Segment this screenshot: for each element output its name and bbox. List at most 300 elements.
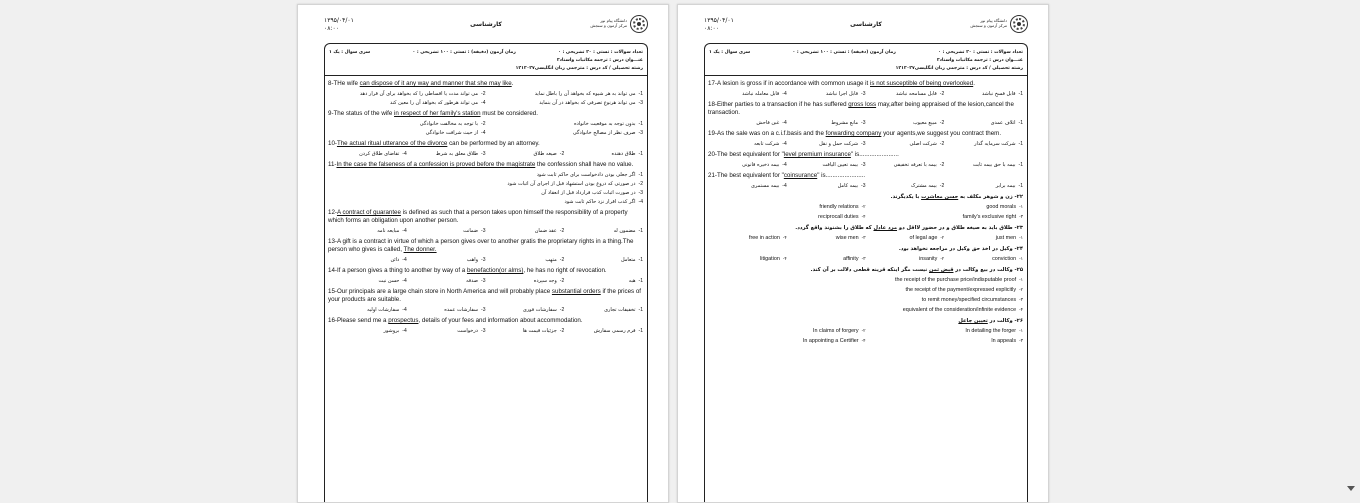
option-text: غبن فاحش [756, 120, 780, 126]
persian-question-item [708, 193, 1023, 222]
option-text: the receipt of the payment/expressed explicitly [905, 287, 1017, 293]
option-text: مانع مشروط [831, 120, 859, 126]
answer-option[interactable] [407, 150, 486, 159]
option-text: شرکت سرمایه گذار [974, 141, 1016, 147]
underlined-term: benefaction(or alms) [466, 267, 524, 274]
question-text: A lesion is gross if in accordance with common usage it [716, 80, 870, 87]
answer-option[interactable] [787, 140, 866, 149]
underlined-term: The donner. [403, 246, 437, 253]
answer-option[interactable] [328, 327, 407, 336]
question-text: The best equivalent for " [716, 151, 784, 158]
option-text: بروشور [383, 328, 400, 334]
option-text: good morals [986, 204, 1017, 210]
option-text: صدقه [466, 278, 479, 284]
option-number: ۱- [1019, 235, 1023, 240]
option-number: 4- [638, 199, 643, 205]
question-number: 10- [328, 140, 337, 147]
option-number: 2- [559, 257, 565, 263]
option-number: 3- [638, 130, 643, 136]
option-number: 3- [861, 162, 866, 168]
answer-option[interactable] [866, 202, 1024, 212]
option-text: با توجه به مخالفت خانوادگی [419, 121, 479, 127]
option-number: ۳- [1019, 338, 1023, 343]
answer-option[interactable] [328, 129, 486, 138]
option-text: در صورت اثبات کذب قرارداد قبل از انعقاد آن [541, 190, 636, 196]
option-number: ۳- [861, 256, 866, 261]
option-text: In appointing a Certifier [802, 338, 859, 344]
option-number: 3- [481, 328, 486, 334]
option-text: می تواند هرطور که بخواهد آن را معین کند [390, 100, 479, 106]
question-item [328, 238, 643, 265]
question-item [708, 151, 1023, 170]
persian-question-item [708, 224, 1023, 243]
question-text-end: your agents,we suggest you contract them. [881, 130, 1002, 137]
question-stem [708, 193, 1023, 202]
answer-options [328, 256, 643, 265]
answer-option[interactable] [564, 256, 643, 265]
option-text: قابل معامله نباشد [742, 91, 780, 97]
question-text: The status of the wife [333, 110, 395, 117]
answer-option[interactable] [486, 150, 565, 159]
option-number: 3- [481, 151, 486, 157]
answer-option[interactable] [486, 327, 565, 336]
question-stem [328, 209, 643, 225]
answer-option[interactable] [944, 161, 1023, 170]
option-number: 4- [402, 307, 407, 313]
option-text: بیمه برابر [995, 183, 1016, 189]
underlined-term: In the case the falseness of a confession is proved before the magistrate [336, 161, 536, 168]
question-text: The best equivalent for " [716, 172, 784, 179]
option-number: 4- [782, 162, 787, 168]
answer-option[interactable] [787, 254, 866, 264]
answer-option[interactable] [328, 227, 407, 236]
exam-info-box [325, 44, 647, 76]
option-number: 2- [559, 228, 565, 234]
option-text: مبایعه نامه [377, 228, 400, 234]
option-text: سفارشات اولیه [367, 307, 400, 313]
question-text: Our principals are a large chain store in North America and will probably place [336, 288, 552, 295]
answer-option[interactable] [787, 233, 866, 243]
option-number: 3- [638, 100, 643, 106]
option-number: 1- [638, 257, 643, 263]
answer-options [328, 327, 643, 336]
answer-option[interactable] [866, 90, 945, 99]
question-item [708, 101, 1023, 128]
answer-option[interactable] [944, 119, 1023, 128]
university-seal-icon [630, 15, 648, 33]
option-number: 2- [939, 91, 945, 97]
exam-body [325, 76, 647, 336]
answer-option[interactable] [564, 306, 643, 315]
answer-option[interactable] [944, 233, 1023, 243]
question-stem [708, 266, 1023, 275]
option-number: 2- [481, 121, 486, 127]
option-number: 2- [559, 307, 565, 313]
answer-option[interactable] [407, 256, 486, 265]
option-text: هبه [628, 278, 636, 284]
exam-time-code: ۰۸:۰۰ [704, 25, 719, 32]
answer-options [708, 275, 1023, 315]
question-stem [708, 101, 1023, 117]
answer-option[interactable] [708, 326, 866, 336]
answer-option[interactable] [944, 140, 1023, 149]
question-number: 17- [708, 80, 717, 87]
answer-option[interactable] [407, 306, 486, 315]
answer-option[interactable] [328, 171, 643, 180]
answer-option[interactable] [328, 150, 407, 159]
info-row [329, 49, 643, 57]
underlined-term: can dispose of it any way and manner that she may like [359, 80, 512, 87]
option-text: قابل مسامحه نباشد [896, 91, 937, 97]
option-number: 4- [481, 100, 486, 106]
option-text: اتلاف عمدی [990, 120, 1016, 126]
answer-options [708, 140, 1023, 149]
option-number: 2- [638, 181, 643, 187]
answer-options [708, 119, 1023, 128]
answer-option[interactable] [407, 277, 486, 286]
underlined-term: substantial orders [551, 288, 601, 295]
option-text: حسن نیت [378, 278, 400, 284]
question-number: 20- [708, 151, 717, 158]
answer-option[interactable] [866, 140, 945, 149]
exam-level-title: کارشناسی [470, 21, 502, 28]
option-text: در صورتی که دروغ بودن استشهاد قبل از اجرای آن اثبات شود [507, 181, 636, 187]
option-text: wise men [835, 235, 859, 241]
option-text: just men [995, 235, 1017, 241]
answer-option[interactable] [708, 285, 1023, 295]
document-page-1 [297, 4, 669, 503]
option-text: بیمه با حق بیمه ثابت [972, 162, 1016, 168]
answer-options [328, 171, 643, 207]
question-stem [328, 80, 643, 88]
option-number: 3- [861, 120, 866, 126]
option-text: equivalent of the consideration/infinite evidence [902, 307, 1017, 313]
page-header [324, 15, 648, 41]
underlined-term: in respect of her family's station [394, 110, 481, 117]
option-number: ۱- [1019, 256, 1023, 261]
question-stem [708, 80, 1023, 88]
answer-option[interactable] [866, 161, 945, 170]
option-number: 1- [1018, 162, 1023, 168]
answer-options [708, 202, 1023, 222]
question-number: 18- [708, 101, 717, 108]
question-text-end: must be considered. [480, 110, 538, 117]
exam-duration: زمان آزمون (دقیقه) : تستی : ۱۰۰ تشریحی : ۰ [792, 50, 896, 55]
university-logo [590, 15, 648, 33]
question-item [328, 140, 643, 159]
option-text: In appeals [991, 338, 1017, 344]
option-number: 4- [402, 151, 407, 157]
option-number: 3- [481, 257, 486, 263]
question-text: A gift is a contract in virtue of which a person gives over to another gratis the proprietary rights in a thing.The person who gives is called, [328, 238, 634, 253]
question-stem [708, 151, 1023, 159]
option-text: واهب [466, 257, 479, 263]
option-text: متعامل [620, 257, 636, 263]
question-text-end: . [511, 80, 514, 87]
answer-option[interactable] [407, 227, 486, 236]
underlined-term: قبض ثمن [929, 267, 954, 273]
answer-option[interactable] [564, 327, 643, 336]
answer-option[interactable] [866, 336, 1024, 346]
option-number: ۳- [1019, 297, 1023, 302]
option-number: 2- [559, 151, 565, 157]
option-text: می تواند مدت یا اقساطی را که بخواهد برای آن قرار دهد [359, 91, 479, 97]
option-number: ۲- [861, 204, 866, 209]
option-number: 1- [1018, 120, 1023, 126]
persian-question-item [708, 245, 1023, 264]
option-number: ۲- [940, 235, 945, 240]
answer-option[interactable] [708, 202, 866, 212]
question-text: Either parties to a transaction if he has suffered [716, 101, 849, 108]
answer-option[interactable] [944, 182, 1023, 191]
option-text: سفارشات فوری [522, 307, 557, 313]
question-item [328, 80, 643, 108]
answer-option[interactable] [328, 277, 407, 286]
answer-option[interactable] [787, 161, 866, 170]
persian-question-item [708, 266, 1023, 315]
question-stem [708, 130, 1023, 138]
answer-option[interactable] [866, 254, 945, 264]
option-text: litigation [760, 256, 780, 262]
exam-frame [704, 43, 1028, 503]
question-item [328, 209, 643, 236]
answer-option[interactable] [708, 212, 866, 222]
answer-option[interactable] [328, 120, 486, 129]
vertical-scrollbar[interactable] [1343, 0, 1360, 503]
option-number: 2- [481, 91, 486, 97]
question-number: 16- [328, 317, 337, 324]
question-text: ۲۳- طلاق باید به صیغه طلاق و در حضور لااقل دو [897, 225, 1023, 231]
option-text: صیغه طلاق [533, 151, 557, 157]
option-text: عقد ضمان [534, 228, 557, 234]
question-text-end: can be performed by an attorney. [447, 140, 540, 147]
answer-option[interactable] [328, 99, 486, 108]
option-text: شرکت حمل و نقل [819, 141, 859, 147]
option-text: صرف نظر از مصالح خانوادگی [572, 130, 636, 136]
answer-option[interactable] [328, 306, 407, 315]
option-text: دائن [390, 257, 400, 263]
answer-option[interactable] [866, 119, 945, 128]
question-number: 9- [328, 110, 334, 117]
question-series: سری سوال : یک ۱ [329, 50, 371, 55]
answer-option[interactable] [486, 256, 565, 265]
option-number: 2- [559, 328, 565, 334]
answer-option[interactable] [708, 90, 787, 99]
university-logo [970, 15, 1028, 33]
question-number: 19- [708, 130, 717, 137]
option-text: از حیث شرافت خانوادگی [425, 130, 479, 136]
answer-option[interactable] [787, 119, 866, 128]
exam-date: ۱۳۹۵/۰۴/۰۱ [704, 17, 734, 24]
answer-options [328, 150, 643, 159]
answer-option[interactable] [328, 90, 486, 99]
answer-options [708, 326, 1023, 346]
answer-option[interactable] [564, 227, 643, 236]
question-text-end: is defined as such that a person takes upon himself the responsibility of a property which forms an obligation upon another person. [328, 209, 628, 224]
answer-option[interactable] [486, 90, 644, 99]
answer-option[interactable] [486, 227, 565, 236]
option-number: 1- [638, 151, 643, 157]
answer-option[interactable] [866, 212, 1024, 222]
question-item [328, 161, 643, 207]
option-number: 4- [782, 141, 787, 147]
answer-option[interactable] [708, 295, 1023, 305]
answer-option[interactable] [564, 277, 643, 286]
answer-option[interactable] [787, 182, 866, 191]
question-number: 13- [328, 238, 337, 245]
question-text: ۲۲- زن و شوهر مکلف به [958, 194, 1023, 200]
answer-options [328, 120, 643, 138]
question-text: As the sale was on a c.i.f.basis and the [716, 130, 826, 137]
option-text: طلاق دهنده [611, 151, 636, 157]
question-stem [708, 172, 1023, 180]
option-text: درخواست [457, 328, 479, 334]
option-number: 4- [782, 120, 787, 126]
option-number: 1- [638, 328, 643, 334]
option-text: بیمه تعیین الیافت [822, 162, 859, 168]
option-number: ۴- [782, 256, 787, 261]
option-text: تقاضای طلاق کردن [359, 151, 400, 157]
option-text: family's exclusive right [962, 214, 1017, 220]
option-text: اگر جعلی بودن دادخواست برای حاکم ثابت شود [536, 172, 636, 178]
info-row [709, 49, 1023, 57]
underlined-term: A contract of guarantee [336, 209, 401, 216]
logo-text [590, 18, 627, 28]
option-number: 4- [481, 130, 486, 136]
logo-line: دانشگاه پیام نور [600, 18, 627, 23]
option-number: ۳- [861, 235, 866, 240]
question-count: تعداد سوالات : تستی : ۲۰ تشریحی : ۰ [938, 50, 1023, 55]
option-text: فرم رسمی سفارش [593, 328, 636, 334]
option-number: ۱- [1019, 328, 1023, 333]
option-number: ۳- [1019, 214, 1023, 219]
option-text: می تواند هرنوع تصرفی که بخواهد در آن بنماید [539, 100, 636, 106]
answer-option[interactable] [708, 140, 787, 149]
option-text: friendly relations [819, 204, 859, 210]
option-number: 2- [939, 141, 945, 147]
question-item [328, 288, 643, 315]
answer-option[interactable] [328, 180, 643, 189]
exam-body [705, 76, 1027, 346]
answer-option[interactable] [866, 326, 1024, 336]
answer-option[interactable] [708, 275, 1023, 285]
option-text: بیمه ذخیره قانونی [741, 162, 780, 168]
option-text: to remit money/specified circumstances [921, 297, 1017, 303]
option-text: طلاق معلق به شرط [435, 151, 479, 157]
answer-option[interactable] [328, 189, 643, 198]
option-text: In claims of forgery [813, 328, 859, 334]
option-number: ۴- [861, 338, 866, 343]
answer-option[interactable] [708, 305, 1023, 315]
answer-option[interactable] [787, 90, 866, 99]
question-item [708, 172, 1023, 191]
question-text: Please send me a [336, 317, 389, 324]
exam-time-code: ۰۸:۰۰ [324, 25, 339, 32]
option-number: 3- [481, 278, 486, 284]
option-number: 4- [402, 228, 407, 234]
option-text: In detailing the forger [965, 328, 1017, 334]
scroll-down-arrow-icon[interactable] [1347, 486, 1355, 491]
option-number: 4- [402, 278, 407, 284]
answer-option[interactable] [486, 120, 644, 129]
option-text: بیمه مشترک [910, 183, 937, 189]
option-text: reciprocall duties [818, 214, 859, 220]
answer-option[interactable] [708, 336, 866, 346]
option-number: 1- [1018, 183, 1023, 189]
question-text-end: the confession shall have no value. [535, 161, 634, 168]
answer-option[interactable] [708, 182, 787, 191]
option-text: تخفیفات تجاری [604, 307, 636, 313]
question-text-end: " is....................... [817, 172, 866, 179]
exam-date: ۱۳۹۵/۰۴/۰۱ [324, 17, 354, 24]
option-number: 3- [638, 190, 643, 196]
answer-option[interactable] [708, 161, 787, 170]
answer-option[interactable] [486, 306, 565, 315]
option-number: 1- [638, 121, 643, 127]
answer-option[interactable] [944, 90, 1023, 99]
answer-option[interactable] [866, 233, 945, 243]
answer-option[interactable] [944, 254, 1023, 264]
answer-option[interactable] [486, 277, 565, 286]
option-text: قابل فسخ نباشد [981, 91, 1016, 97]
underlined-term: is not susceptible of being overlooked [870, 80, 974, 87]
underlined-term: prospectus [388, 317, 419, 324]
option-text: بیمه کامل [837, 183, 859, 189]
option-number: ۲- [861, 328, 866, 333]
answer-option[interactable] [328, 256, 407, 265]
question-text-end: , details of your fees and information about accommodation. [418, 317, 583, 324]
option-text: بیمه با تعرفه تخفیفی [893, 162, 937, 168]
option-text: اگر کذب اقرار نزد حاکم ثابت شود [564, 199, 636, 205]
answer-option[interactable] [407, 327, 486, 336]
answer-option[interactable] [708, 254, 787, 264]
option-number: 3- [861, 183, 866, 189]
question-stem [708, 245, 1023, 254]
field-of-study: رشته تحصیلی / کد درس : مترجمی زبان انگلیسی۱۲۱۲۰۲۷ [515, 66, 643, 71]
answer-options [328, 227, 643, 236]
answer-option[interactable] [866, 182, 945, 191]
logo-text [970, 18, 1007, 28]
question-stem [708, 224, 1023, 233]
option-number: 3- [481, 228, 486, 234]
answer-options [708, 254, 1023, 264]
question-item [328, 267, 643, 286]
option-text: شرکت اصلی [909, 141, 937, 147]
option-text: of legal age [909, 235, 938, 241]
answer-option[interactable] [486, 129, 644, 138]
answer-option[interactable] [564, 150, 643, 159]
course-title: عنـــوان درس : ترجمه مکاتبات واسناد۲ [556, 58, 643, 63]
question-text-end: , he has no right of revocation. [523, 267, 607, 274]
option-number: ۱- [1019, 204, 1023, 209]
underlined-term: forwarding company [825, 130, 882, 137]
question-number: 14- [328, 267, 337, 274]
option-number: 4- [402, 257, 407, 263]
underlined-term: coinsurance [783, 172, 818, 179]
answer-option[interactable] [328, 198, 643, 207]
question-text-end: " is....................... [850, 151, 899, 158]
question-text-end: که طلاق را بشنوند واقع گردد. [795, 225, 874, 231]
option-text: بدون توجه به موقعیت خانواده [573, 121, 636, 127]
option-text: سفارشات عمده [444, 307, 479, 313]
question-text: ۲۵- وکالت در بیع وکالت در [953, 267, 1023, 273]
answer-option[interactable] [708, 119, 787, 128]
option-number: 2- [939, 120, 945, 126]
option-text: جزئیات قیمت ها [522, 328, 557, 334]
logo-line: دانشگاه پیام نور [980, 18, 1007, 23]
answer-option[interactable] [708, 233, 787, 243]
answer-option[interactable] [486, 99, 644, 108]
